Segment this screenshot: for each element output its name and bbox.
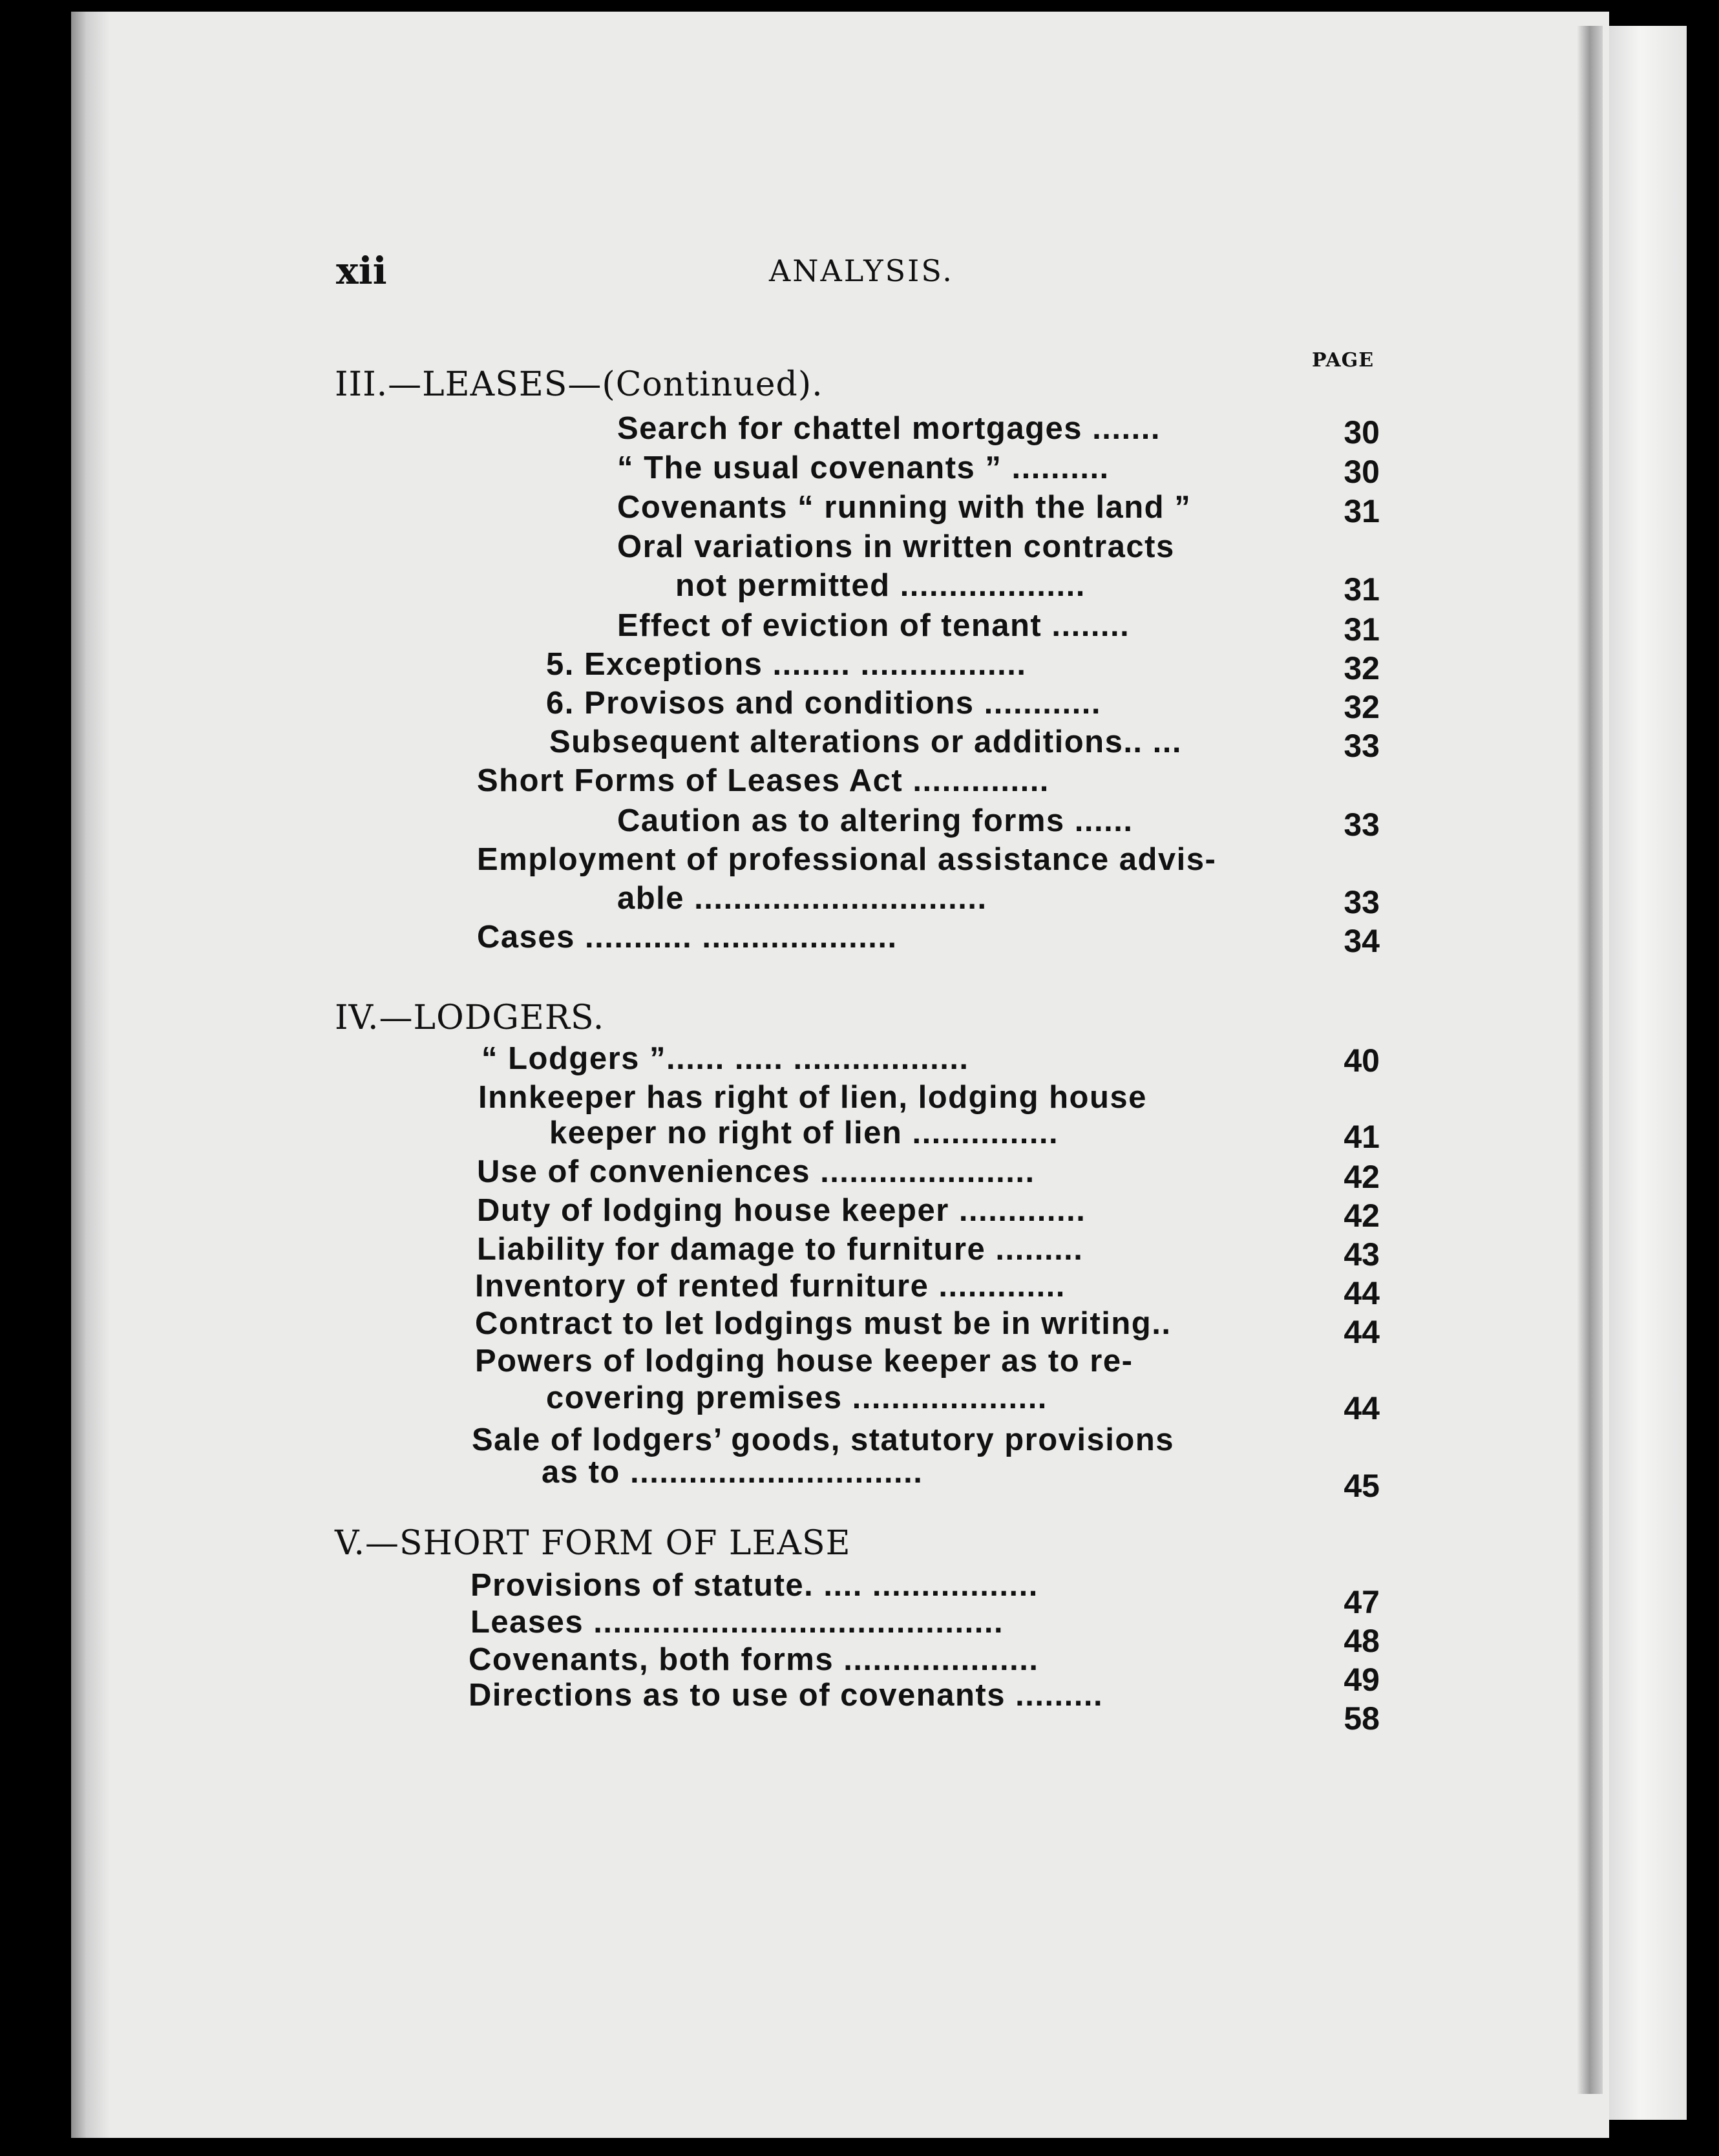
- page-number: xii: [336, 249, 387, 293]
- toc-page: 41: [1344, 1119, 1380, 1155]
- toc-entry: “ The usual covenants ” ..........: [617, 450, 1110, 485]
- binding-shadow: [71, 12, 110, 2138]
- toc-page: 44: [1344, 1390, 1380, 1426]
- toc-entry: 5. Exceptions ........ .................: [546, 647, 1027, 682]
- toc-page: 33: [1344, 884, 1380, 920]
- next-page-edge: [1609, 26, 1687, 2120]
- toc-entry: Directions as to use of covenants .........: [469, 1678, 1104, 1713]
- toc-entry: Caution as to altering forms ......: [617, 803, 1134, 838]
- toc-entry: Employment of professional assistance advis-: [477, 842, 1217, 877]
- toc-entry: covering premises ....................: [546, 1380, 1048, 1415]
- toc-page: 32: [1344, 650, 1380, 686]
- toc-page: 44: [1344, 1314, 1380, 1350]
- toc-entry: Duty of lodging house keeper .............: [477, 1193, 1086, 1228]
- toc-entry: Effect of eviction of tenant ........: [617, 608, 1130, 643]
- toc-entry: Inventory of rented furniture .............: [475, 1269, 1066, 1304]
- toc-entry: Subsequent alterations or additions.. ...: [549, 724, 1183, 759]
- toc-page: 42: [1344, 1198, 1380, 1234]
- toc-page: 49: [1344, 1662, 1380, 1698]
- toc-page: 33: [1344, 807, 1380, 843]
- toc-page: 42: [1344, 1159, 1380, 1195]
- toc-page: 30: [1344, 414, 1380, 450]
- page-column-label: PAGE: [1312, 349, 1375, 372]
- toc-entry: Liability for damage to furniture .........: [477, 1232, 1084, 1267]
- toc-page: 31: [1344, 493, 1380, 529]
- toc-page: 45: [1344, 1468, 1380, 1504]
- toc-page: 47: [1344, 1584, 1380, 1620]
- toc-page: 48: [1344, 1623, 1380, 1659]
- page-fold: [1577, 26, 1603, 2094]
- toc-entry: Short Forms of Leases Act ..............: [477, 763, 1049, 798]
- toc-entry: not permitted ...................: [675, 568, 1086, 603]
- toc-entry: Contract to let lodgings must be in writing..: [475, 1306, 1172, 1341]
- toc-entry: Use of conveniences ......................: [477, 1154, 1035, 1189]
- page-title: ANALYSIS.: [769, 253, 954, 288]
- toc-page: 34: [1344, 923, 1380, 959]
- toc-entry: Powers of lodging house keeper as to re-: [475, 1344, 1134, 1379]
- toc-page: 32: [1344, 689, 1380, 725]
- toc-entry: Provisions of statute. .... .................: [470, 1568, 1039, 1603]
- toc-page: 40: [1344, 1042, 1380, 1079]
- toc-page: 33: [1344, 728, 1380, 764]
- toc-entry: “ Lodgers ”...... ..... ..................: [481, 1041, 969, 1076]
- toc-page: 58: [1344, 1700, 1380, 1737]
- toc-entry: Oral variations in written contracts: [617, 529, 1175, 564]
- toc-page: 44: [1344, 1275, 1380, 1311]
- section-heading-v: V.—SHORT FORM OF LEASE: [335, 1524, 851, 1563]
- toc-entry: Cases ........... ....................: [477, 920, 898, 955]
- toc-entry: Covenants, both forms ....................: [469, 1642, 1039, 1677]
- toc-entry: able ..............................: [617, 881, 987, 916]
- section-heading-iii: III.—LEASES—(Continued).: [335, 365, 823, 404]
- toc-page: 31: [1344, 611, 1380, 648]
- toc-page: 31: [1344, 571, 1380, 608]
- toc-entry: Covenants “ running with the land ”: [617, 490, 1192, 525]
- toc-entry: 6. Provisos and conditions ............: [546, 686, 1101, 721]
- toc-page: 43: [1344, 1236, 1380, 1273]
- toc-entry: as to ..............................: [542, 1455, 923, 1490]
- toc-entry: keeper no right of lien ...............: [549, 1115, 1059, 1150]
- toc-entry: Sale of lodgers’ goods, statutory provisions: [472, 1422, 1175, 1457]
- toc-entry: Search for chattel mortgages .......: [617, 411, 1161, 446]
- toc-entry: Innkeeper has right of lien, lodging house: [478, 1080, 1147, 1115]
- toc-page: 30: [1344, 454, 1380, 490]
- toc-entry: Leases ..........................................: [470, 1605, 1004, 1640]
- section-heading-iv: IV.—LODGERS.: [335, 999, 605, 1037]
